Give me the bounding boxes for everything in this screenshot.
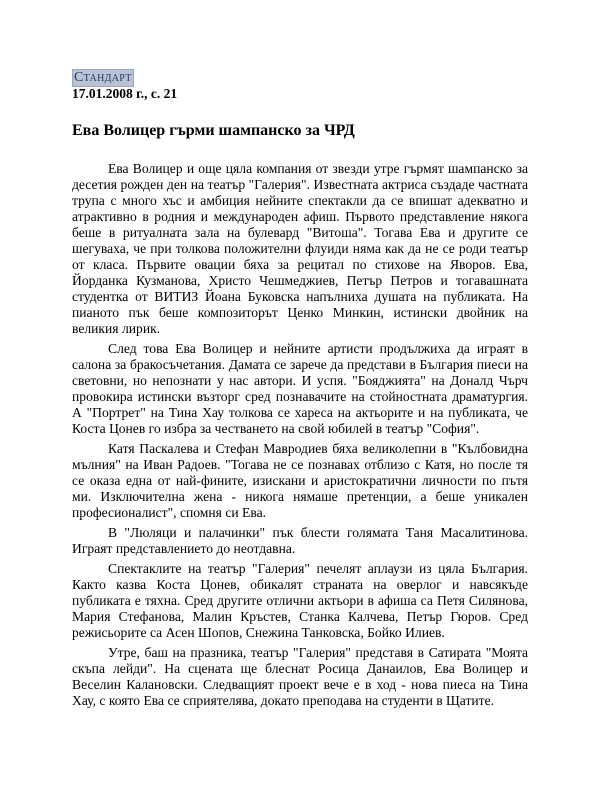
article-paragraph: Ева Волицер и още цяла компания от звезди утре гърмят шампанско за десетия рожден ден на театър "Галерия". Известната актриса създаде частната трупа с много хъс и амбиция нейните спектакли да се впишат адекватно и атрактивно в родния и международен афиш. Първото представление някога беше в ритуалната зала на булевард "Витоша". Тогава Ева и другите се шегуваха, че при толкова положителни флуиди няма как да не се роди театър от класа. Първите овации бяха за рецитал по стихове на Яворов. Ева, Йорданка Кузманова, Христо Чешмеджиев, Петър Петров и тогавашната студентка от ВИТИЗ Йоана Буковска напълниха душата на публиката. На пианото пък беше композиторът Ценко Минкин, истински двойник на великия лирик. (72, 161, 528, 336)
article-paragraph: Катя Паскалева и Стефан Мавродиев бяха великолепни в "Кълбовидна мълния" на Иван Радоев. "Тогава не се познавах отблизо с Катя, но после тя се оказа една от най-фините, изискани и аристократични личности по пътя ми. Изключителна жена - никога нямаше претенции, а беше уникален професионалист", спомня си Ева. (72, 441, 528, 520)
article-body (72, 161, 528, 713)
article-paragraph: Спектаклите на театър "Галерия" печелят аплаузи из цяла България. Както казва Коста Цонев, обикалят страната на оверлог и навсякъде публиката е тяхна. Сред другите отлични актьори в афиша са Петя Силянова, Мария Стефанова, Малин Кръстев, Станка Калчева, Петър Гюров. Сред режисьорите са Асен Шопов, Снежина Танковска, Бойко Илиев. (72, 561, 528, 640)
newspaper-logo: Стандарт (74, 70, 132, 85)
article-paragraph: Утре, баш на празника, театър "Галерия" представя в Сатирата "Моята скъпа лейди". На сцената ще блеснат Росица Данаилов, Ева Волицер и Веселин Калановски. Следващият проект вече е в ход - нова пиеса на Тина Хау, с която Ева се сприятелява, докато преподава на студенти в Щатите. (72, 645, 528, 708)
article-paragraph: В "Люляци и палачинки" пък блести голямата Таня Масалитинова. Играят представлението до неотдавна. (72, 525, 528, 556)
article-paragraph: След това Ева Волицер и нейните артисти продължиха да играят в салона за бракосъчетания. Дамата се зарече да представи в България пиеси на световни, но непознати у нас автори. И успя. "Бояджията" на Доналд Чърч провокира истински възторг сред познавачите на стойностната драматургия. А "Портрет" на Тина Хау толкова се хареса на актьорите и на публиката, че Коста Цонев го избра за честването на свой юбилей в театър "София". (72, 341, 528, 436)
dateline: 17.01.2008 г., с. 21 (72, 86, 178, 101)
article-title: Ева Волицер гърми шампанско за ЧРД (72, 122, 355, 139)
